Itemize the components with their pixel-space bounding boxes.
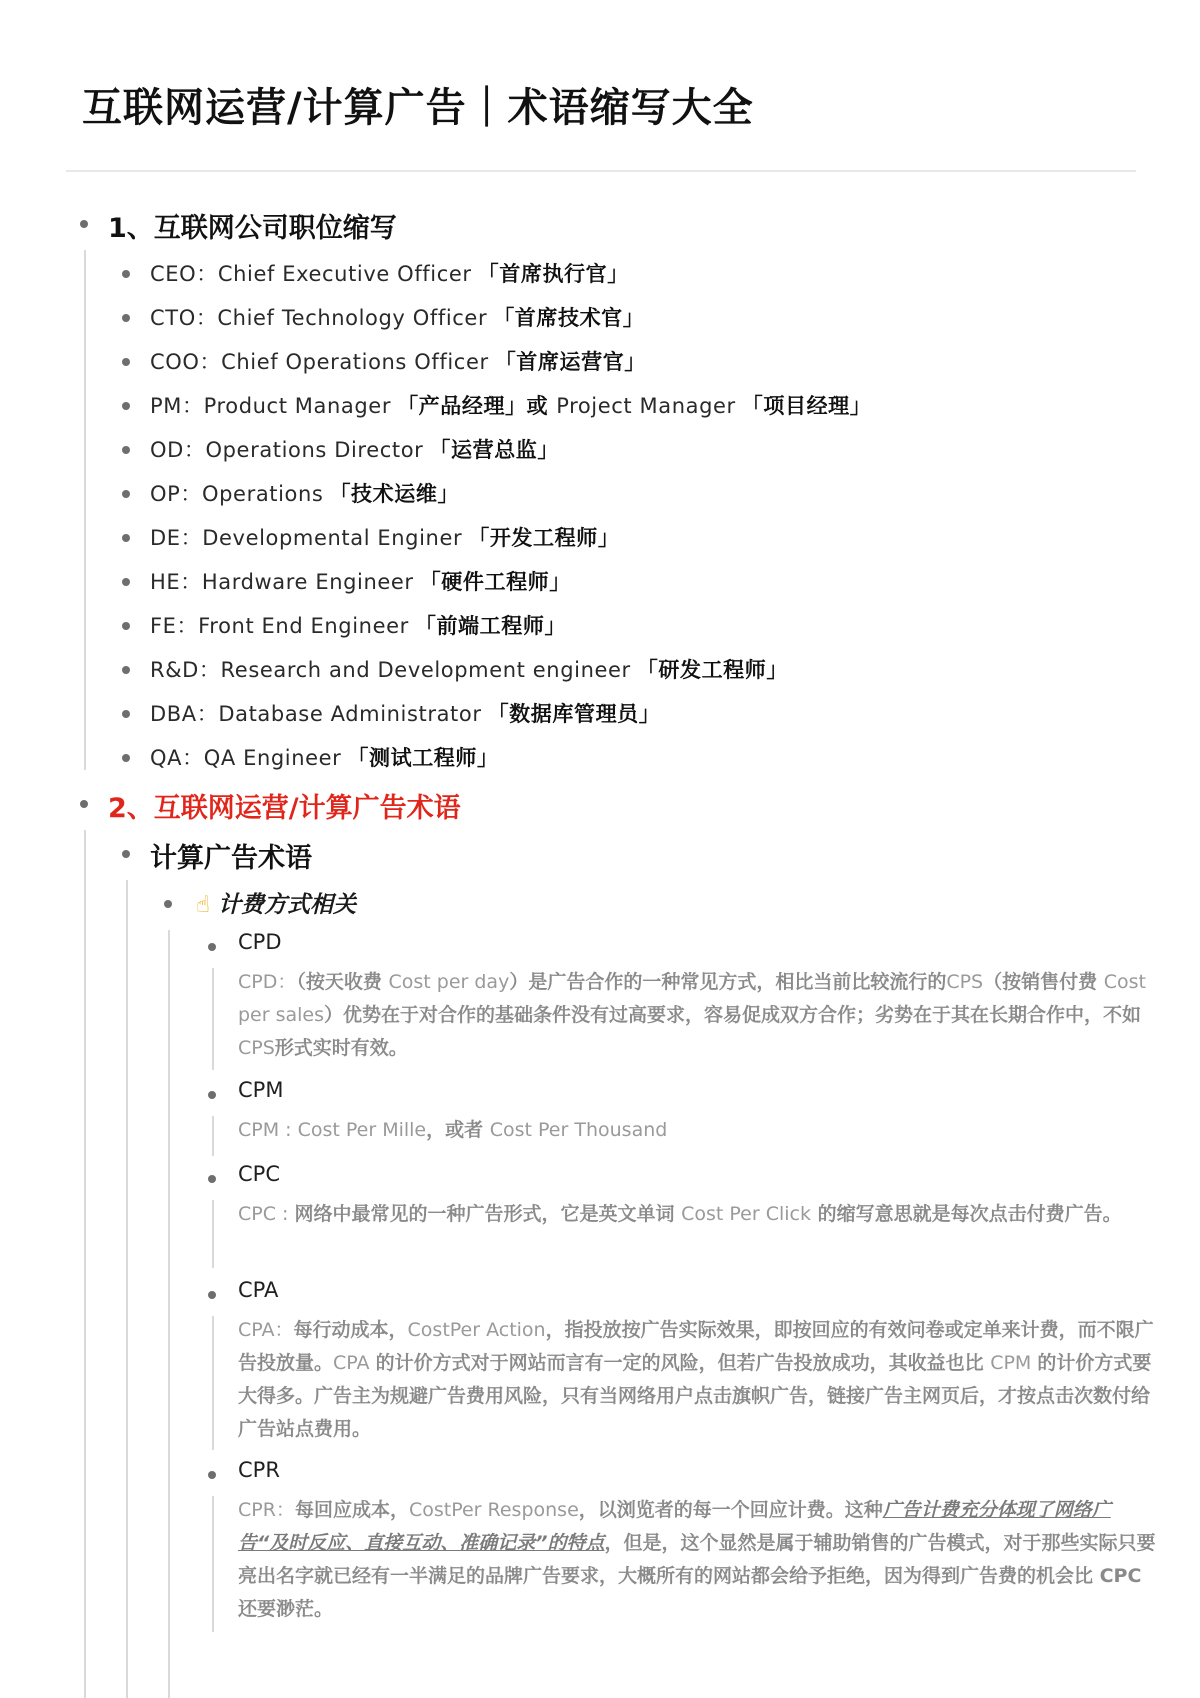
list-item-abbr: HE： xyxy=(150,570,202,594)
cpa-quote-line xyxy=(212,1316,214,1450)
cpr-quote-line xyxy=(212,1496,214,1632)
list-item-en: Chief Executive Officer xyxy=(217,262,472,286)
cpd-quote-line xyxy=(212,968,214,1070)
list-item-bullet xyxy=(122,754,130,762)
list-item-abbr: CTO： xyxy=(150,306,218,330)
cpc-quote-line xyxy=(212,1200,214,1268)
cpd-description: CPD：（按天收费 Cost per day）是广告合作的一种常见方式，相比当前比较流行的CPS（按销售付费 Cost per sales）优势在于对合作的基础条件没有过高要求，容易促成双方合作；劣势在于其在长期合作中，不如CPS形式实时有效。 xyxy=(238,971,1146,1059)
list-item-en: Chief Technology Officer xyxy=(217,306,488,330)
list-item-en: Operations Director xyxy=(205,438,424,462)
list-item-zh: 「首席技术官」 xyxy=(493,306,645,330)
list-item-abbr: OP： xyxy=(150,482,202,506)
list-item-en: Chief Operations Officer xyxy=(221,350,489,374)
list-item xyxy=(150,654,788,684)
list-item-en: QA Engineer xyxy=(203,746,342,770)
term-bullet xyxy=(208,1091,216,1099)
list-item-abbr: PM： xyxy=(150,394,204,418)
list-item-zh2: 「项目经理」 xyxy=(741,394,872,418)
list-item-en: Operations xyxy=(202,482,324,506)
billing-heading-text: 计费方式相关 xyxy=(218,892,357,918)
subsub-guide-line xyxy=(168,930,170,1698)
section2-bullet xyxy=(80,800,88,808)
cpr-highlight-link[interactable]: 广告计费充分体现了网络广告“及时反应、直接互动、准确记录”的特点 xyxy=(238,1499,1111,1554)
term-cpa: CPA xyxy=(238,1278,279,1302)
list-item-bullet xyxy=(122,358,130,366)
term-bullet xyxy=(208,1175,216,1183)
sub-guide-line xyxy=(126,880,128,1698)
list-item-en: Product Manager xyxy=(203,394,392,418)
section2-guide-line xyxy=(84,830,86,1698)
list-item xyxy=(150,390,871,420)
list-item-abbr: DE： xyxy=(150,526,203,550)
list-item-zh: 「技术运维」 xyxy=(329,482,460,506)
list-item-bullet xyxy=(122,534,130,542)
list-item-zh: 「运营总监」 xyxy=(429,438,559,462)
list-item-abbr: CEO： xyxy=(150,262,218,286)
list-item-abbr: R&D： xyxy=(150,658,221,682)
list-item-zh: 「开发工程师」 xyxy=(468,526,620,550)
list-item-zh: 「测试工程师」 xyxy=(347,746,499,770)
list-item-en: Front End Engineer xyxy=(198,614,409,638)
cpm-quote-line xyxy=(212,1116,214,1156)
list-item-zh: 「产品经理」或 xyxy=(397,394,557,418)
list-item-en2: Project Manager xyxy=(556,394,736,418)
section1-bullet xyxy=(80,220,88,228)
list-item-bullet xyxy=(122,446,130,454)
list-item-bullet xyxy=(122,402,130,410)
list-item-bullet xyxy=(122,490,130,498)
list-item-en: Research and Development engineer xyxy=(220,658,631,682)
cpm-description: CPM : Cost Per Mille，或者 Cost Per Thousand xyxy=(238,1119,668,1141)
list-item-zh: 「首席执行官」 xyxy=(477,262,629,286)
list-item-abbr: DBA： xyxy=(150,702,219,726)
billing-heading xyxy=(196,886,356,919)
list-item-en: Hardware Engineer xyxy=(201,570,414,594)
section1-heading: 1、互联网公司职位缩写 xyxy=(108,213,397,244)
term-cpr: CPR xyxy=(238,1458,280,1482)
list-item xyxy=(150,346,646,376)
cpr-description: CPR：每回应成本，CostPer Response，以浏览者的每一个回应计费。这种广告计费充分体现了网络广告“及时反应、直接互动、准确记录”的特点，但是，这个显然是属于辅助销售的广告模式，对于那些实际只要亮出名字就已经有一半满足的品牌广告要求，大概所有的网站都会给予拒绝，因为得到广告费的机会比 CPC 还要渺茫。 xyxy=(238,1499,1156,1620)
list-item xyxy=(150,698,660,728)
list-item-en: Developmental Enginer xyxy=(202,526,463,550)
list-item xyxy=(150,434,559,464)
list-item-bullet xyxy=(122,666,130,674)
list-item-bullet xyxy=(122,270,130,278)
term-cpm: CPM xyxy=(238,1078,284,1102)
list-item-en: Database Administrator xyxy=(218,702,482,726)
page-title: 互联网运营/计算广告｜术语缩写大全 xyxy=(82,85,754,131)
list-item xyxy=(150,302,644,332)
list-item xyxy=(150,610,566,640)
list-item-abbr: OD： xyxy=(150,438,206,462)
list-item-bullet xyxy=(122,314,130,322)
section1-guide-line xyxy=(84,250,86,770)
list-item-abbr: COO： xyxy=(150,350,222,374)
term-bullet xyxy=(208,1291,216,1299)
term-bullet xyxy=(208,1471,216,1479)
pointing-hand-icon: ☝ xyxy=(196,892,211,918)
cpc-description: CPC : 网络中最常见的一种广告形式，它是英文单词 Cost Per Click 的缩写意思就是每次点击付费广告。 xyxy=(238,1203,1122,1225)
list-item-zh: 「硬件工程师」 xyxy=(419,570,571,594)
list-item xyxy=(150,566,571,596)
list-item-abbr: FE： xyxy=(150,614,199,638)
list-item xyxy=(150,258,629,288)
list-item-zh: 「前端工程师」 xyxy=(414,614,567,638)
list-item xyxy=(150,742,499,772)
list-item-bullet xyxy=(122,622,130,630)
list-item xyxy=(150,522,619,552)
term-cpc: CPC xyxy=(238,1162,280,1186)
cpa-description: CPA：每行动成本，CostPer Action，指投放按广告实际效果，即按回应的有效问卷或定单来计费，而不限广告投放量。CPA 的计价方式对于网站而言有一定的风险，但若广告投放成功，其收益也比 CPM 的计价方式要大得多。广告主为规避广告费用风险，只有当网络用户点击旗帜广告，链接广告主网页后，才按点击次数付给广告站点费用。 xyxy=(238,1319,1154,1440)
list-item-zh: 「数据库管理员」 xyxy=(487,702,661,726)
subsub-bullet xyxy=(164,900,172,908)
term-cpd: CPD xyxy=(238,930,282,954)
list-item-zh: 「首席运营官」 xyxy=(494,350,646,374)
ad-terms-heading: 计算广告术语 xyxy=(150,843,312,874)
list-item xyxy=(150,478,459,508)
sub-bullet xyxy=(122,850,130,858)
term-bullet xyxy=(208,943,216,951)
list-item-abbr: QA： xyxy=(150,746,204,770)
list-item-bullet xyxy=(122,710,130,718)
title-divider xyxy=(66,170,1136,172)
list-item-zh: 「研发工程师」 xyxy=(636,658,788,682)
section2-heading: 2、互联网运营/计算广告术语 xyxy=(108,793,461,824)
list-item-bullet xyxy=(122,578,130,586)
